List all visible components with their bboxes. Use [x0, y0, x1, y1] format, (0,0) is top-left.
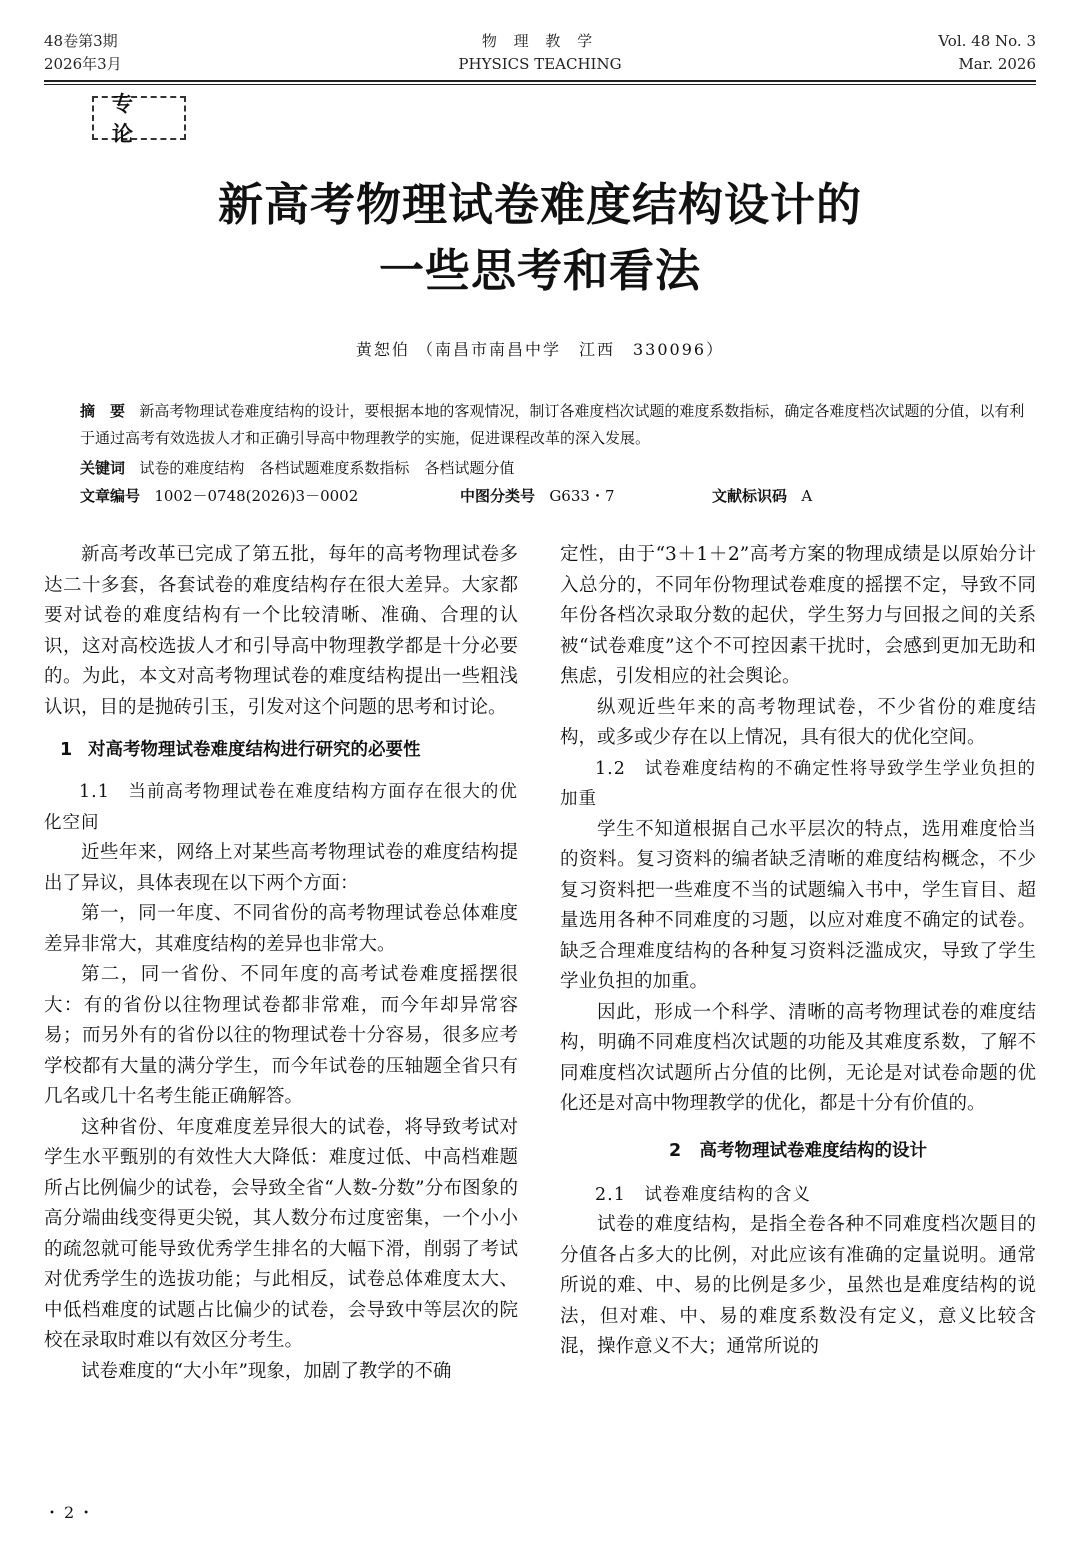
body-column-right	[560, 540, 1036, 1363]
column-tag: 专论	[92, 96, 186, 140]
header-rule	[44, 80, 1036, 82]
article-number-value: 1002－0748(2026)3－0002	[154, 487, 359, 505]
section-number: 2	[669, 1140, 682, 1161]
page-number: ・2・	[44, 1503, 99, 1522]
title-line-2: 一些思考和看法	[378, 244, 701, 297]
document-code	[712, 483, 812, 510]
document-code-value: A	[801, 487, 813, 505]
paragraph: 第一，同一年度、不同省份的高考物理试卷总体难度差异非常大，其难度结构的差异也非常大。	[44, 903, 518, 955]
clc-number	[460, 483, 712, 510]
keywords	[80, 455, 1035, 482]
volume-issue: 48卷第3期	[44, 32, 118, 50]
paragraph: 纵观近些年来的高考物理试卷，不少省份的难度结构，或多或少存在以上情况，具有很大的优化空间。	[560, 696, 1036, 748]
section-heading-1	[44, 735, 518, 765]
subsection-heading-1-1: 1.1 当前高考物理试卷在难度结构方面存在很大的优化空间	[44, 782, 518, 833]
paragraph: 这种省份、年度难度差异很大的试卷，将导致考试对学生水平甄别的有效性大大降低：难度过低、中高档难题所占比例偏少的试卷，会导致全省“人数-分数”分布图象的高分端曲线变得更尖锐，其人数分布过度密集，一个小小的疏忽就可能导致优秀学生排名的大幅下滑，削弱了考试对优秀学生的选拔功能；与此相反，试卷总体难度太大、中低档难度的试题占比偏少的试卷，会导致中等层次的院校在录取时难以有效区分考生。	[44, 1116, 518, 1351]
keywords-text: 试卷的难度结构 各档试题难度系数指标 各档试题分值	[139, 459, 515, 477]
journal-issue-info-en	[938, 30, 1036, 76]
article-meta	[80, 483, 1035, 510]
clc-value: G633・7	[549, 487, 615, 505]
title-line-1: 新高考物理试卷难度结构设计的	[217, 178, 862, 231]
paragraph: 定性，由于“3＋1＋2”高考方案的物理成绩是以原始分计入总分的，不同年份物理试卷难度的摇摆不定，导致不同年份各档次录取分数的起伏，学生努力与回报之间的关系被“试卷难度”这个不可控因素干扰时，会感到更加无助和焦虑，引发相应的社会舆论。	[560, 544, 1036, 687]
issue-date-en: Mar. 2026	[958, 55, 1036, 73]
subsection-heading-1-2: 1.2 试卷难度结构的不确定性将导致学生学业负担的加重	[560, 758, 1036, 809]
paragraph: 学生不知道根据自己水平层次的特点，选用难度恰当的资料。复习资料的编者缺乏清晰的难度结构概念，不少复习资料把一些难度不当的试题编入书中，学生盲目、超量选用各种不同难度的习题，以应对难度不确定的试卷。缺乏合理难度结构的各种复习资料泛滥成灾，导致了学生学业负担的加重。	[560, 818, 1036, 992]
journal-name	[390, 30, 690, 76]
section-title: 对高考物理试卷难度结构进行研究的必要性	[88, 740, 421, 760]
journal-name-en: PHYSICS TEACHING	[458, 55, 622, 73]
paragraph: 试卷难度的“大小年”现象，加剧了教学的不确	[81, 1360, 452, 1382]
issue-date: 2026年3月	[44, 55, 122, 73]
clc-label: 中图分类号	[460, 487, 536, 505]
article-number	[80, 483, 460, 510]
section-heading-2	[560, 1136, 1036, 1166]
author-affiliation: 黄恕伯 （南昌市南昌中学 江西 330096）	[355, 340, 725, 359]
journal-issue-info	[44, 30, 122, 76]
document-code-label: 文献标识码	[712, 487, 788, 505]
subsection-heading-2-1: 2.1 试卷难度结构的含义	[595, 1184, 811, 1205]
body-column-left	[44, 540, 518, 1387]
paragraph: 因此，形成一个科学、清晰的高考物理试卷的难度结构，明确不同难度档次试题的功能及其难度系数，了解不同难度档次试题所占分值的比例，无论是对试卷命题的优化还是对高中物理教学的优化，都是十分有价值的。	[560, 1001, 1036, 1114]
article-title	[60, 172, 1020, 304]
paragraph: 第二，同一省份、不同年度的高考试卷难度摇摆很大：有的省份以往物理试卷都非常难，而今年却异常容易；而另外有的省份以往的物理试卷十分容易，很多应考学校都有大量的满分学生，而今年试卷的压轴题全省只有几名或几十名考生能正确解答。	[44, 964, 518, 1107]
keywords-label: 关键词	[80, 459, 126, 477]
journal-name-cn: 物 理 教 学	[481, 32, 599, 50]
abstract	[80, 398, 1035, 452]
volume-issue-en: Vol. 48 No. 3	[938, 32, 1036, 50]
paragraph: 试卷的难度结构，是指全卷各种不同难度档次题目的分值各占多大的比例，对此应该有准确的定量说明。通常所说的难、中、易的比例是多少，虽然也是难度结构的说法，但对难、中、易的难度系数没有定义，意义比较含混，操作意义不大；通常所说的	[560, 1214, 1036, 1357]
paragraph: 近些年来，网络上对某些高考物理试卷的难度结构提出了异议，具体表现在以下两个方面：	[44, 842, 518, 894]
abstract-label: 摘 要	[80, 402, 126, 420]
section-number: 1	[60, 740, 73, 760]
paragraph: 新高考改革已完成了第五批，每年的高考物理试卷多达二十多套，各套试卷的难度结构存在很大差异。大家都要对试卷的难度结构有一个比较清晰、准确、合理的认识，这对高校选拔人才和引导高中物理教学都是十分必要的。为此，本文对高考物理试卷的难度结构提出一些粗浅认识，目的是抛砖引玉，引发对这个问题的思考和讨论。	[44, 544, 518, 718]
abstract-text: 新高考物理试卷难度结构的设计，要根据本地的客观情况，制订各难度档次试题的难度系数指标，确定各难度档次试题的分值，以有利于通过高考有效选拔人才和正确引导高中物理教学的实施，促进课程改革的深入发展。	[80, 402, 1025, 447]
article-number-label: 文章编号	[80, 487, 141, 505]
header-rule-thin	[44, 84, 1036, 85]
section-title: 高考物理试卷难度结构的设计	[699, 1140, 927, 1161]
